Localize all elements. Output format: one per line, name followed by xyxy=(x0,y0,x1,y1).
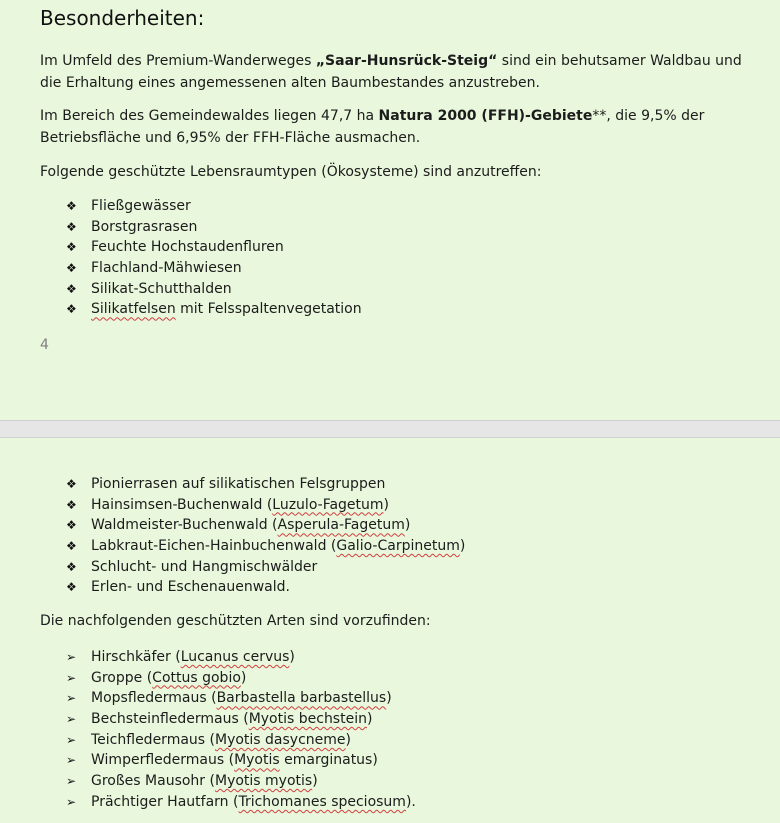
species-list-item: ➢ Großes Mausohr (Myotis myotis) xyxy=(66,771,416,792)
habitat-list-item: ❖ Labkraut-Eichen-Hainbuchenwald (Galio-Carpinetum) xyxy=(66,536,465,557)
habitat-list-item: ❖ Pionierrasen auf silikatischen Felsgruppen xyxy=(66,474,465,495)
diamond-bullet-icon: ❖ xyxy=(66,497,77,512)
page-number: 4 xyxy=(40,337,49,353)
habitat-list-item: ❖ Fließgewässer xyxy=(66,196,362,217)
arrow-bullet-icon: ➢ xyxy=(66,691,77,706)
arrow-bullet-icon: ➢ xyxy=(66,670,77,685)
habitat-list-item: ❖ Silikatfelsen mit Felsspaltenvegetation xyxy=(66,299,362,320)
spellcheck-word: Myotis myotis xyxy=(214,773,313,790)
spellcheck-word: Silikatfelsen xyxy=(91,301,176,318)
diamond-bullet-icon: ❖ xyxy=(66,477,77,491)
diamond-bullet-icon: ❖ xyxy=(66,281,77,296)
habitat-list-item: ❖ Hainsimsen-Buchenwald (Luzulo-Fagetum) xyxy=(66,495,465,516)
spellcheck-word: Barbastella barbastellus xyxy=(216,690,387,707)
habitat-list-page1 xyxy=(66,196,362,320)
habitat-list-item: ❖ Schlucht- und Hangmischwälder xyxy=(66,557,465,578)
habitat-list-item: ❖ Feuchte Hochstaudenfluren xyxy=(66,237,362,258)
diamond-bullet-icon: ❖ xyxy=(66,199,77,213)
spellcheck-word: Myotis xyxy=(234,752,280,769)
habitat-list-item: ❖ Silikat-Schutthalden xyxy=(66,279,362,300)
spellcheck-word: Galio-Carpinetum xyxy=(336,538,460,555)
diamond-bullet-icon: ❖ xyxy=(66,580,77,595)
arrow-bullet-icon: ➢ xyxy=(66,732,77,747)
diamond-bullet-icon: ❖ xyxy=(66,539,77,554)
spellcheck-word: Luzulo-Fagetum xyxy=(272,496,384,513)
diamond-bullet-icon: ❖ xyxy=(66,219,77,234)
spellcheck-word: Myotis bechstein xyxy=(248,711,367,728)
arrow-bullet-icon: ➢ xyxy=(66,774,77,789)
paragraph-arten: Die nachfolgenden geschützten Arten sind vorzufinden: xyxy=(40,613,431,629)
species-list-item: ➢ Mopsfledermaus (Barbastella barbastellus) xyxy=(66,688,416,709)
habitat-list-item: ❖ Borstgrasrasen xyxy=(66,217,362,238)
spellcheck-word: Asperula-Fagetum xyxy=(277,517,405,534)
diamond-bullet-icon: ❖ xyxy=(66,559,77,574)
spellcheck-word: Myotis dasycneme xyxy=(214,731,346,748)
spellcheck-word: Trichomanes speciosum xyxy=(238,793,406,810)
species-list-item: ➢ Prächtiger Hautfarn (Trichomanes speciosum). xyxy=(66,792,416,813)
arrow-bullet-icon: ➢ xyxy=(66,712,77,727)
diamond-bullet-icon: ❖ xyxy=(66,302,77,317)
habitat-list-item: ❖ Waldmeister-Buchenwald (Asperula-Fagetum) xyxy=(66,515,465,536)
habitat-list-item: ❖ Flachland-Mähwiesen xyxy=(66,258,362,279)
page-2 xyxy=(0,438,780,823)
diamond-bullet-icon: ❖ xyxy=(66,261,77,276)
species-list-item: ➢ Teichfledermaus (Myotis dasycneme) xyxy=(66,730,416,751)
diamond-bullet-icon: ❖ xyxy=(66,240,77,255)
diamond-bullet-icon: ❖ xyxy=(66,518,77,533)
paragraph-natura2000: Im Bereich des Gemeindewaldes liegen 47,7 ha Natura 2000 (FFH)-Gebiete**, die 9,5% der Betriebsfläche und 6,95% der FFH-Fläche ausmachen. xyxy=(40,108,705,146)
species-list-item: ➢ Hirschkäfer (Lucanus cervus) xyxy=(66,647,416,668)
arrow-bullet-icon: ➢ xyxy=(66,753,77,768)
species-list-item: ➢ Groppe (Cottus gobio) xyxy=(66,668,416,689)
paragraph-lebensraumtypen: Folgende geschützte Lebensraumtypen (Ökosysteme) sind anzutreffen: xyxy=(40,164,542,180)
arrow-bullet-icon: ➢ xyxy=(66,794,77,809)
spellcheck-word: Lucanus cervus xyxy=(180,649,290,665)
paragraph-wanderweg: Im Umfeld des Premium-Wanderweges „Saar-Hunsrück-Steig“ sind ein behutsamer Waldbau und die Erhaltung eines angemessenen alten Baumbestandes anzustreben. xyxy=(40,53,742,91)
species-list xyxy=(66,647,416,813)
section-heading: Besonderheiten: xyxy=(40,6,205,30)
page-break xyxy=(0,420,780,438)
species-list-item: ➢ Bechsteinfledermaus (Myotis bechstein) xyxy=(66,709,416,730)
habitat-list-item: ❖ Erlen- und Eschenauenwald. xyxy=(66,577,465,598)
species-list-item: ➢ Wimperfledermaus (Myotis emarginatus) xyxy=(66,750,416,771)
arrow-bullet-icon: ➢ xyxy=(66,650,77,664)
spellcheck-word: Cottus gobio xyxy=(152,669,241,686)
habitat-list-page2 xyxy=(66,474,465,598)
